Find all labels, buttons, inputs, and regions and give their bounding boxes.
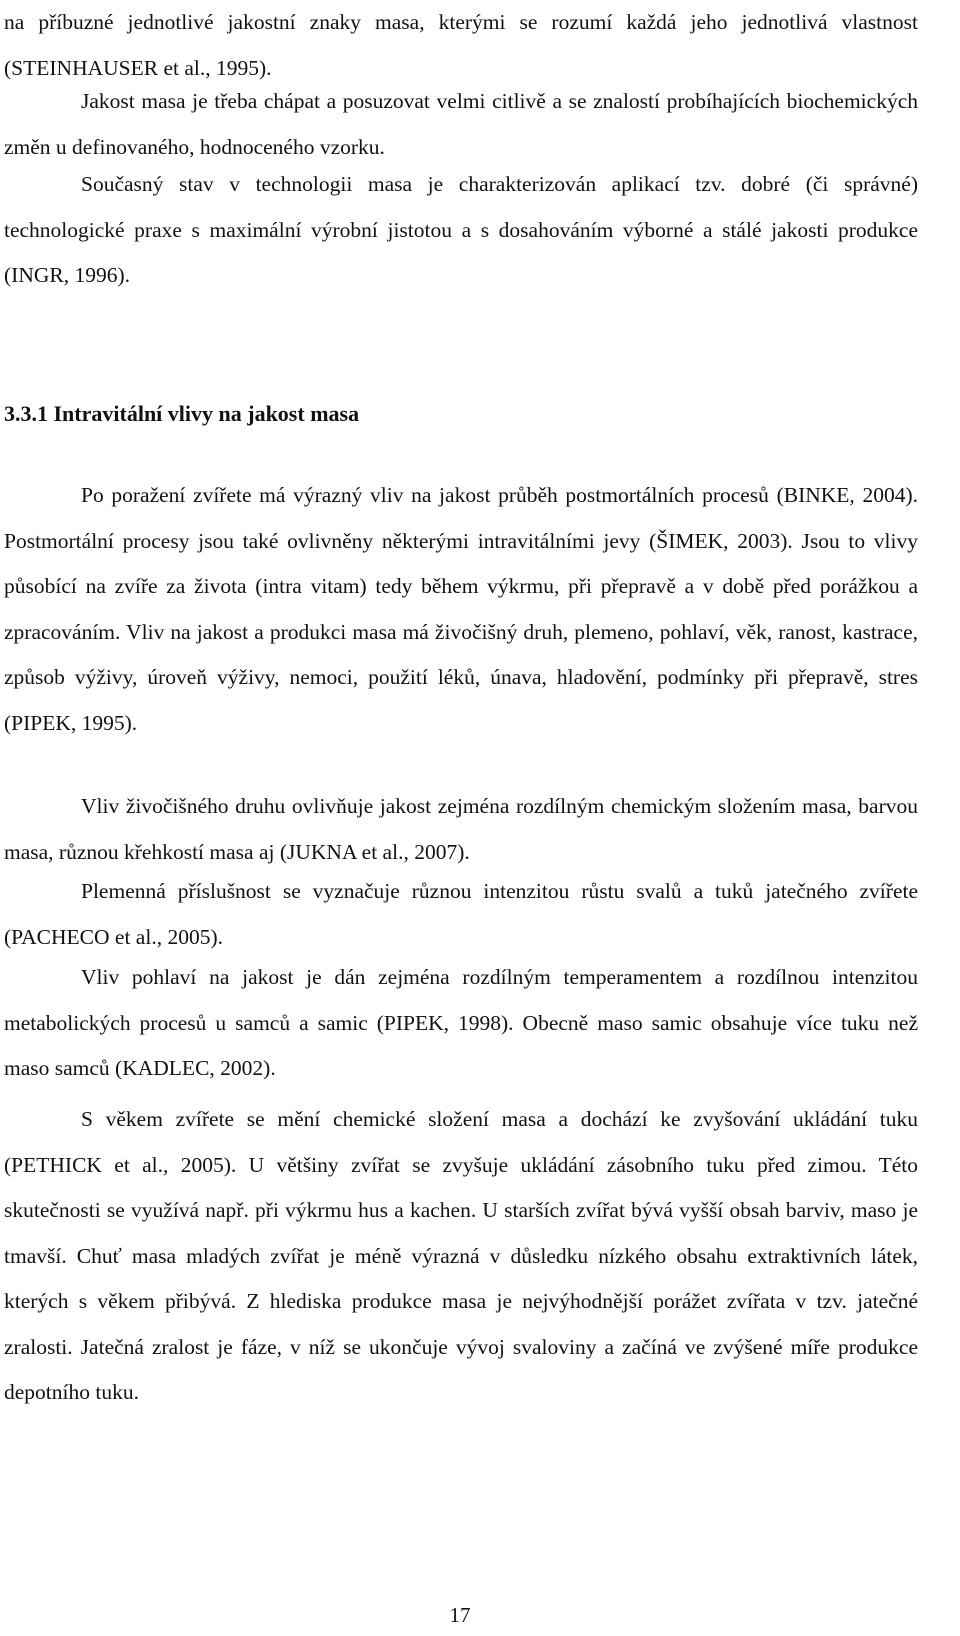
paragraph-plemenna-prislusnost: Plemenná příslušnost se vyznačuje různou intenzitou růstu svalů a tuků jatečného zvířete (PACHECO et al., 2005).: [4, 879, 918, 949]
paragraph-vek: S věkem zvířete se mění chemické složení masa a dochází ke zvyšování ukládání tuku (PETHICK et al., 2005). U většiny zvířat se zvyšuje ukládání zásobního tuku před zimou. Této skutečnosti se využívá např. při výkrmu hus a kachen. U starších zvířat bývá vyšší obsah barviv, maso je tmavší. Chuť masa mladých zvířat je méně výrazná v důsledku nízkého obsahu extraktivních látek, kterých s věkem přibývá. Z hlediska produkce masa je nejvýhodnější porážet zvířata v tzv. jatečné zralosti. Jatečná zralost je fáze, v níž se ukončuje vývoj svaloviny a začíná ve zvýšené míře produkce depotního tuku.: [4, 1107, 918, 1404]
paragraph-jakost: Jakost masa je třeba chápat a posuzovat velmi citlivě a se znalostí probíhajících biochemických změn u definovaného, hodnoceného vzorku.: [4, 89, 918, 159]
paragraph-pohlavi: Vliv pohlaví na jakost je dán zejména rozdílným temperamentem a rozdílnou intenzitou metabolických procesů u samců a samic (PIPEK, 1998). Obecně maso samic obsahuje více tuku než maso samců (KADLEC, 2002).: [4, 965, 918, 1080]
paragraph-intravitalni: Po poražení zvířete má výrazný vliv na jakost průběh postmortálních procesů (BINKE, 2004). Postmortální procesy jsou také ovlivněny některými intravitálními jevy (ŠIMEK, 2003). Jsou to vlivy působící na zvíře za života (intra vitam) tedy během výkrmu, při přepravě a v době před porážkou a zpracováním. Vliv na jakost a produkci masa má živočišný druh, plemeno, pohlaví, věk, ranost, kastrace, způsob výživy, úroveň výživy, nemoci, použití léků, únava, hladovění, podmínky při přepravě, stres (PIPEK, 1995).: [4, 483, 918, 735]
page-number: 17: [449, 1603, 471, 1627]
paragraph-soucasny-stav: Současný stav v technologii masa je charakterizován aplikací tzv. dobré (či správné) technologické praxe s maximální výrobní jistotou a s dosahováním výborné a stálé jakosti produkce (INGR, 1996).: [4, 172, 918, 287]
section-heading: 3.3.1 Intravitální vlivy na jakost masa: [4, 401, 360, 426]
paragraph-zivocisny-druh: Vliv živočišného druhu ovlivňuje jakost zejména rozdílným chemickým složením masa, barvou masa, různou křehkostí masa aj (JUKNA et al., 2007).: [4, 794, 918, 864]
paragraph-continued: na příbuzné jednotlivé jakostní znaky masa, kterými se rozumí každá jeho jednotlivá vlastnost (STEINHAUSER et al., 1995).: [4, 10, 918, 80]
